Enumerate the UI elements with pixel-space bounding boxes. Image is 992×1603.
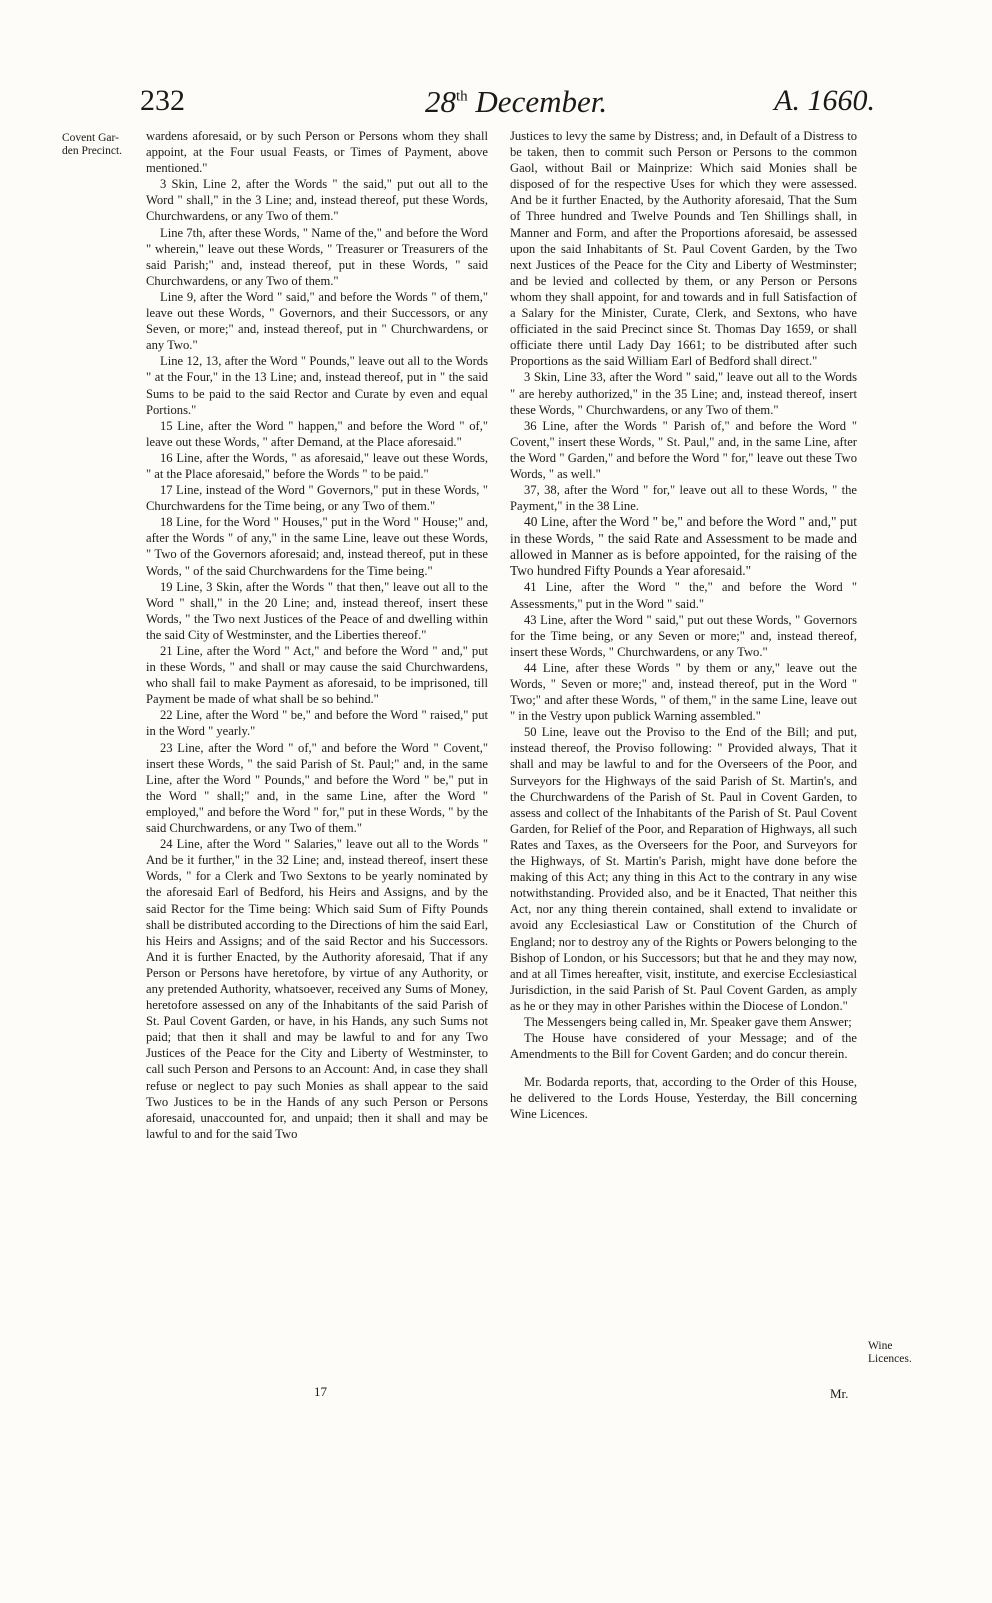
paragraph: 3 Skin, Line 33, after the Word " said," leave out all to the Words " are hereby authorized," in the 35 Line; and, instead thereof, insert these Words, " Churchwardens, or any Two of them.": [510, 370, 857, 417]
page-header: [140, 84, 875, 124]
paragraph: 3 Skin, Line 2, after the Words " the said," put out all to the Word " shall," in the 3 Line; and, instead thereof, put these Words, Churchwardens, or any Two of them.": [146, 177, 488, 224]
page-number: 232: [140, 84, 185, 117]
paragraph: The House have considered of your Message; and of the Amendments to the Bill for Covent Garden; and do concur therein.: [510, 1031, 857, 1062]
margin-note-line: Wine: [868, 1340, 893, 1352]
page-year: A. 1660.: [774, 84, 875, 117]
paragraph: Line 7th, after these Words, " Name of the," and before the Word " wherein," leave out these Words, " Treasurer or Treasurers of the said Parish;" and, instead thereof, put in these Words, " said Churchwardens, or any Two of them.": [146, 225, 488, 288]
margin-note-wine-licences: [868, 1340, 912, 1366]
paragraph: 21 Line, after the Word " Act," and before the Word " and," put in these Words, " and shall or may cause the said Churchwardens, who shall fail to make Payment as aforesaid, to be imprisoned, till Payment be made of what shall be so behind.": [146, 644, 488, 707]
paragraph: 16 Line, after the Words, " as aforesaid," leave out these Words, " at the Place aforesaid," before the Words " to be paid.": [146, 450, 488, 481]
right-column: [510, 128, 857, 1123]
margin-note-line: Covent Gar-: [62, 132, 119, 144]
paragraph: 18 Line, for the Word " Houses," put in the Word " House;" and, after the Words " of any," in the same Line, leave out these Words, " Two of the Governors aforesaid; and, instead thereof, put in these Words, " of the said Churchwardens for the Time being.": [146, 515, 488, 578]
paragraph: 24 Line, after the Word " Salaries," leave out all to the Words " And be it further," in the 32 Line; and, instead thereof, insert these Words, " for a Clerk and Two Sextons to be yearly nominated by the aforesaid Earl of Bedford, his Heirs and Assigns, and by the said Rector for the Time being: Which said Sum of Fifty Pounds shall be distributed according to the Directions of him the said Earl, his Heirs and Assigns; and of the said Rector and his Successors. And it is further Enacted, by the Authority aforesaid, That if any Person or Persons have heretofore, by virtue of any Authority, or any pretended Authority, whatsoever, received any Sums of Money, heretofore assessed on any of the Inhabitants of the said Parish of St. Paul Covent Garden, or have, in his Hands, any such Sums not paid; that then it shall and may be lawful to and for any Two Justices of the Peace for the City and Liberty of Westminster, to call such Person and Persons to an Account: And, in case they shall refuse or neglect to pay such Monies as shall appear to the said Two Justices to be in the Hands of any such Person or Persons aforesaid, unaccounted for, and unpaid; then it shall and may be lawful to and for the said Two: [146, 837, 488, 1141]
paragraph: 40 Line, after the Word " be," and before the Word " and," put in these Words, " the said Rate and Assessment to be made and allowed in Manner as is before appointed, for the raising of the Two hundred Fifty Pounds a Year aforesaid.": [510, 514, 857, 579]
paragraph: Justices to levy the same by Distress; and, in Default of a Distress to be taken, then to commit such Person or Persons to the common Gaol, without Bail or Mainprize: Which said Monies shall be disposed of for the respective Uses for which they were assessed. And be it further Enacted, by the Authority aforesaid, That the Sum of Three hundred and Twelve Pounds and Ten Shillings shall, in Manner and Form, and after the Proportions aforesaid, be assessed upon the said Inhabitants of St. Paul Covent Garden, by the Two next Justices of the Peace for the City and Liberty of Westminster; and be levied and collected by them, or any Person or Persons whom they shall appoint, for and towards and in full Satisfaction of a Salary for the Minister, Curate, Clerk, and Sextons, who have officiated in the said Precinct since St. Thomas Day 1659, or shall officiate there until Lady Day 1661; to be distributed after such Proportions as the said William Earl of Bedford shall direct.": [510, 129, 857, 369]
margin-note-covent-garden: [62, 132, 122, 158]
catchword: Mr.: [830, 1386, 849, 1401]
paragraph: 37, 38, after the Word " for," leave out all to these Words, " the Payment," in the 38 Line.: [510, 483, 857, 514]
date-month: December.: [475, 84, 608, 119]
paragraph: wardens aforesaid, or by such Person or Persons whom they shall appoint, at the Four usual Feasts, or Times of Payment, above mentioned.": [146, 129, 488, 176]
paragraph: 43 Line, after the Word " said," put out these Words, " Governors for the Time being, or any Seven or more;" and, instead thereof, insert these Words, " Churchwardens, or any Two.": [510, 612, 857, 659]
paragraph: Line 12, 13, after the Word " Pounds," leave out all to the Words " at the Four," in the 13 Line; and, instead thereof, put in " the said Sums to be paid to the said Rector and Curate by even and equal Portions.": [146, 354, 488, 417]
page-date: [425, 84, 607, 120]
margin-note-line: Licences.: [868, 1353, 912, 1365]
paragraph: 17 Line, instead of the Word " Governors," put in these Words, " Churchwardens for the Time being, or any Two of them.": [146, 483, 488, 514]
paragraph: 19 Line, 3 Skin, after the Words " that then," leave out all to the Word " shall," in the 20 Line; and, instead thereof, insert these Words, " the Two next Justices of the Peace of and dwelling within the said City of Westminster, and the Liberties thereof.": [146, 579, 488, 642]
paragraph: Mr. Bodarda reports, that, according to the Order of this House, he delivered to the Lords House, Yesterday, the Bill concerning Wine Licences.: [510, 1075, 857, 1122]
paragraph: 36 Line, after the Words " Parish of," and before the Word " Covent," insert these Words, " St. Paul," and, in the same Line, after the Word " Garden," and before the Word " for," leave out these Two Words, " as well.": [510, 418, 857, 481]
margin-note-line: den Precinct.: [62, 145, 123, 157]
paragraph-gap: [510, 1062, 857, 1074]
date-suffix: th: [456, 88, 468, 105]
paragraph: 50 Line, leave out the Proviso to the End of the Bill; and put, instead thereof, the Proviso following: " Provided always, That it shall and may be lawful to and for the Overseers of the Poor, and Surveyors for the Highways of the said Parish of St. Martin's, and the Churchwardens of the Parish of St. Paul in Covent Garden, to assess and collect of the Inhabitants of the Parish of St. Paul Covent Garden, for Relief of the Poor, and Reparation of Highways, all such Rates and Taxes, as the Overseers for the Poor, and Surveyors for the Highways, of St. Martin's Parish, might have done before the making of this Act; any thing in this Act to the contrary in any wise notwithstanding. Provided also, and be it Enacted, That neither this Act, nor any thing therein contained, shall extend to invalidate or avoid any Ecclesiastical Law or Constitution of the Church of England; nor to destroy any of the Rights or Powers belonging to the Bishop of London, or his Successors; but that he and they may now, and at all Times hereafter, visit, institute, and exercise Ecclesiastical Jurisdiction, in the said Parish of St. Paul Covent Garden, as amply as he or they may in other Parishes within the Diocese of London.": [510, 725, 857, 1013]
paragraph: 15 Line, after the Word " happen," and before the Word " of," leave out these Words, " after Demand, at the Place aforesaid.": [146, 418, 488, 449]
signature-mark: 17: [314, 1384, 327, 1399]
date-day: 28: [425, 84, 456, 119]
paragraph: 23 Line, after the Word " of," and before the Word " Covent," insert these Words, " the said Parish of St. Paul;" and, in the same Line, after the Word " Pounds," and before the Word " be," put in the Word " shall;" and, in the same Line, after the Word " employed," and before the Word " for," put in these Words, " by the said Churchwardens, or any Two of them.": [146, 740, 488, 836]
paragraph: 44 Line, after these Words " by them or any," leave out the Words, " Seven or more;" and, instead thereof, put in the Word " Two;" and after these Words, " of them," in the same Line, leave out " in the Vestry upon publick Warning assembled.": [510, 660, 857, 724]
left-column: [146, 128, 488, 1142]
paragraph: 41 Line, after the Word " the," and before the Word " Assessments," put in the Word " said.": [510, 580, 857, 611]
paragraph: 22 Line, after the Word " be," and before the Word " raised," put in the Word " yearly.": [146, 708, 488, 739]
paragraph: The Messengers being called in, Mr. Speaker gave them Answer;: [524, 1014, 852, 1029]
paragraph: Line 9, after the Word " said," and before the Words " of them," leave out these Words, " Governors, and their Successors, or any Seven, or more;" and, instead thereof, put in " Churchwardens, or any Two.": [146, 289, 488, 353]
